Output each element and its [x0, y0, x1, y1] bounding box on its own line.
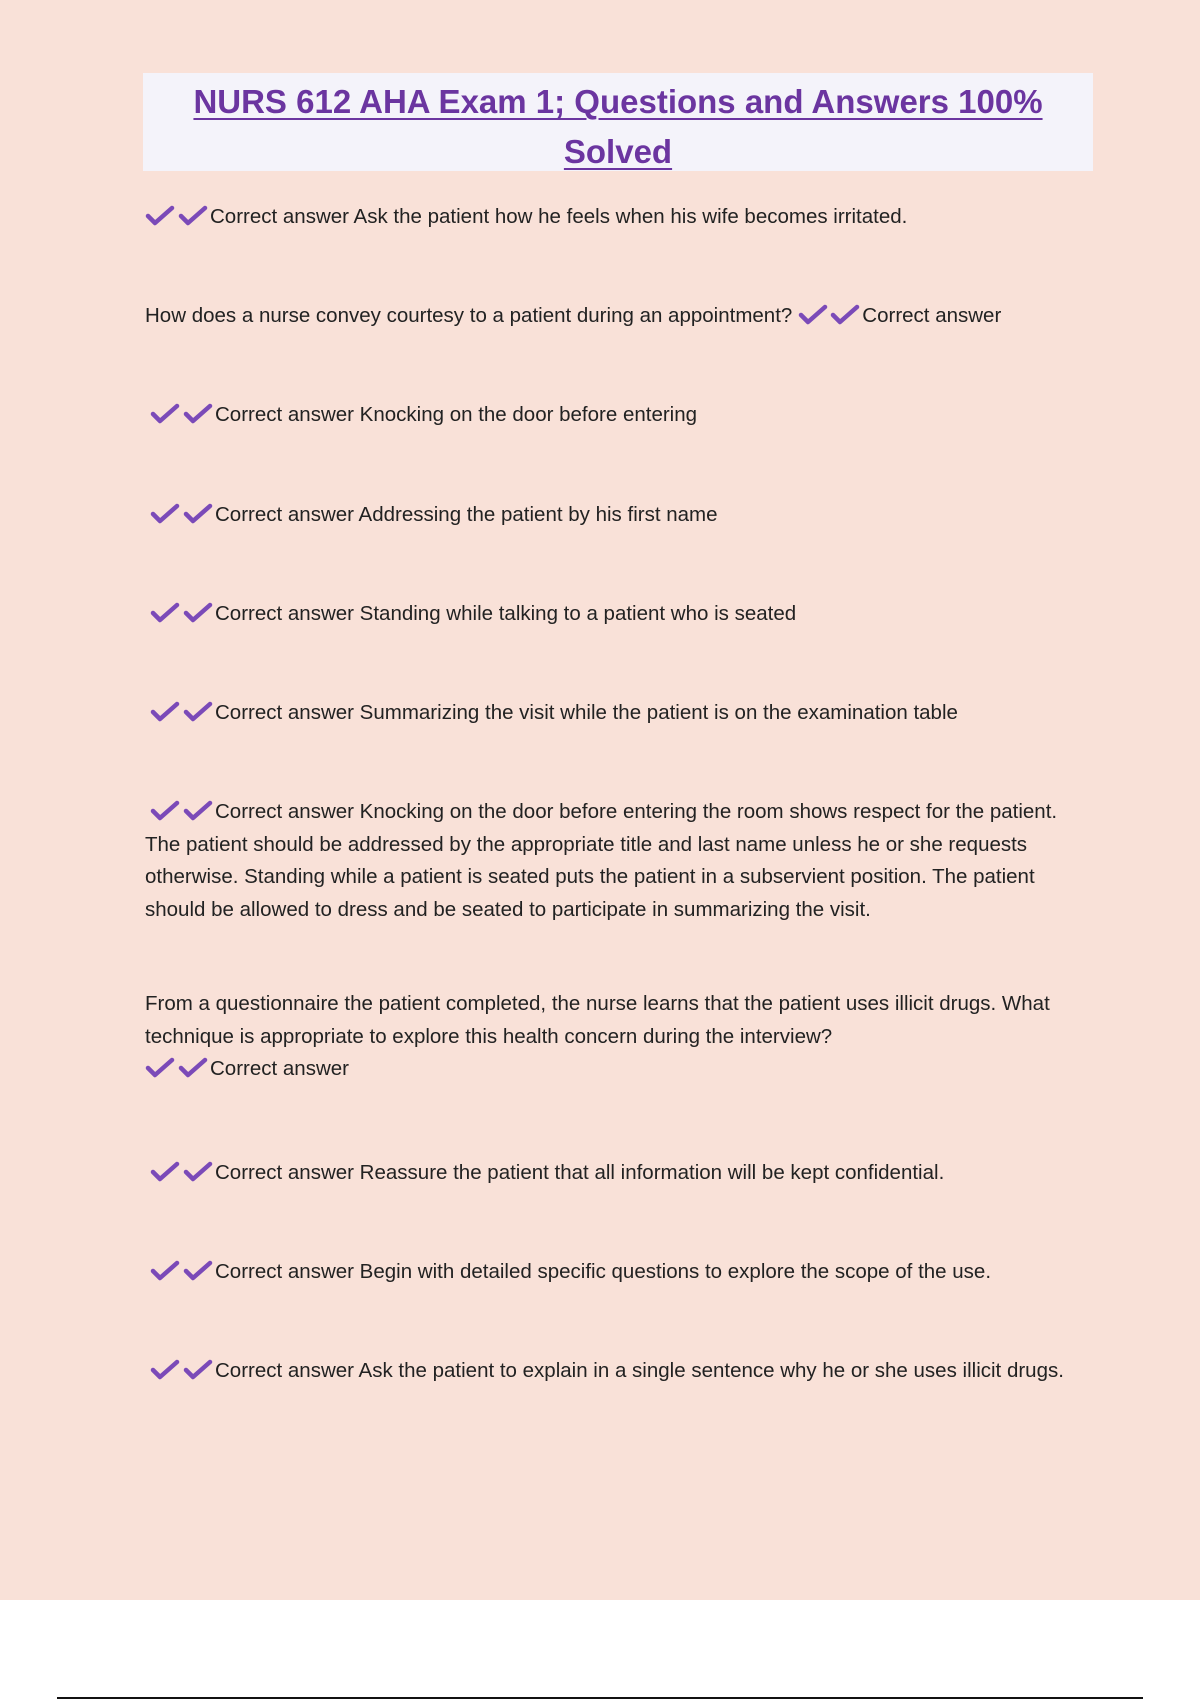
- checkmark-icon: [150, 1359, 180, 1381]
- question-text: From a questionnaire the patient completed, the nurse learns that the patient uses illicit drugs. What technique is appropriate to explore this health concern during the interview?: [145, 992, 1050, 1048]
- checkmark-icon: [178, 1057, 208, 1079]
- answer-block-10: [145, 1355, 1090, 1388]
- checkmark-icon: [150, 1260, 180, 1282]
- answer-text: Correct answer Knocking on the door before entering: [215, 403, 698, 426]
- answer-text: Correct answer Ask the patient how he feels when his wife becomes irritated.: [210, 205, 908, 228]
- answer-block-3: [145, 499, 1090, 532]
- checkmark-icon: [183, 1161, 213, 1183]
- answer-block-9: [145, 1256, 1090, 1289]
- answer-text: Correct answer Reassure the patient that all information will be kept confidential.: [215, 1161, 945, 1184]
- question-block-7: [145, 988, 1090, 1086]
- checkmark-icon: [145, 1057, 175, 1079]
- checkmark-icon: [183, 701, 213, 723]
- question-block-1: [145, 300, 1090, 333]
- checkmark-icon: [183, 602, 213, 624]
- checkmark-icon: [830, 304, 860, 326]
- answer-text: Correct answer Begin with detailed specific questions to explore the scope of the use.: [215, 1260, 992, 1283]
- checkmark-icon: [150, 800, 180, 822]
- answer-text: Correct answer Standing while talking to a patient who is seated: [215, 602, 797, 625]
- answer-block-8: [145, 1157, 1090, 1190]
- answer-text: Correct answer Addressing the patient by his first name: [215, 503, 718, 526]
- checkmark-icon: [150, 602, 180, 624]
- answer-text: Correct answer Summarizing the visit while the patient is on the examination table: [215, 701, 958, 724]
- answer-text: Correct answer Knocking on the door before entering the room shows respect for the patient. The patient should be addressed by the appropriate title and last name unless he or she requests otherwise. Standing while a patient is seated puts the patient in a subservient position. The patient should be allowed to dress and be seated to participate in summarizing the visit.: [145, 800, 1058, 921]
- checkmark-icon: [183, 503, 213, 525]
- rationale-block-6: [145, 796, 1090, 926]
- answer-label: Correct answer: [862, 304, 1002, 327]
- footer-divider: [57, 1697, 1143, 1699]
- checkmark-icon: [183, 1260, 213, 1282]
- checkmark-icon: [150, 503, 180, 525]
- checkmark-icon: [183, 800, 213, 822]
- checkmark-icon: [183, 1359, 213, 1381]
- answer-block-5: [145, 697, 1090, 730]
- answer-text: Correct answer Ask the patient to explain in a single sentence why he or she uses illicit drugs.: [215, 1359, 1064, 1382]
- checkmark-icon: [150, 403, 180, 425]
- document-title: NURS 612 AHA Exam 1; Questions and Answers 100% Solved: [193, 83, 1043, 170]
- title-banner: [143, 73, 1093, 171]
- checkmark-icon: [150, 1161, 180, 1183]
- checkmark-icon: [145, 205, 175, 227]
- checkmark-icon: [183, 403, 213, 425]
- checkmark-icon: [798, 304, 828, 326]
- answer-label: Correct answer: [210, 1057, 349, 1080]
- answer-block-0: [145, 201, 1090, 234]
- answer-block-4: [145, 598, 1090, 631]
- answer-block-2: [145, 399, 1090, 432]
- checkmark-icon: [178, 205, 208, 227]
- checkmark-icon: [150, 701, 180, 723]
- question-text: How does a nurse convey courtesy to a patient during an appointment?: [145, 304, 793, 327]
